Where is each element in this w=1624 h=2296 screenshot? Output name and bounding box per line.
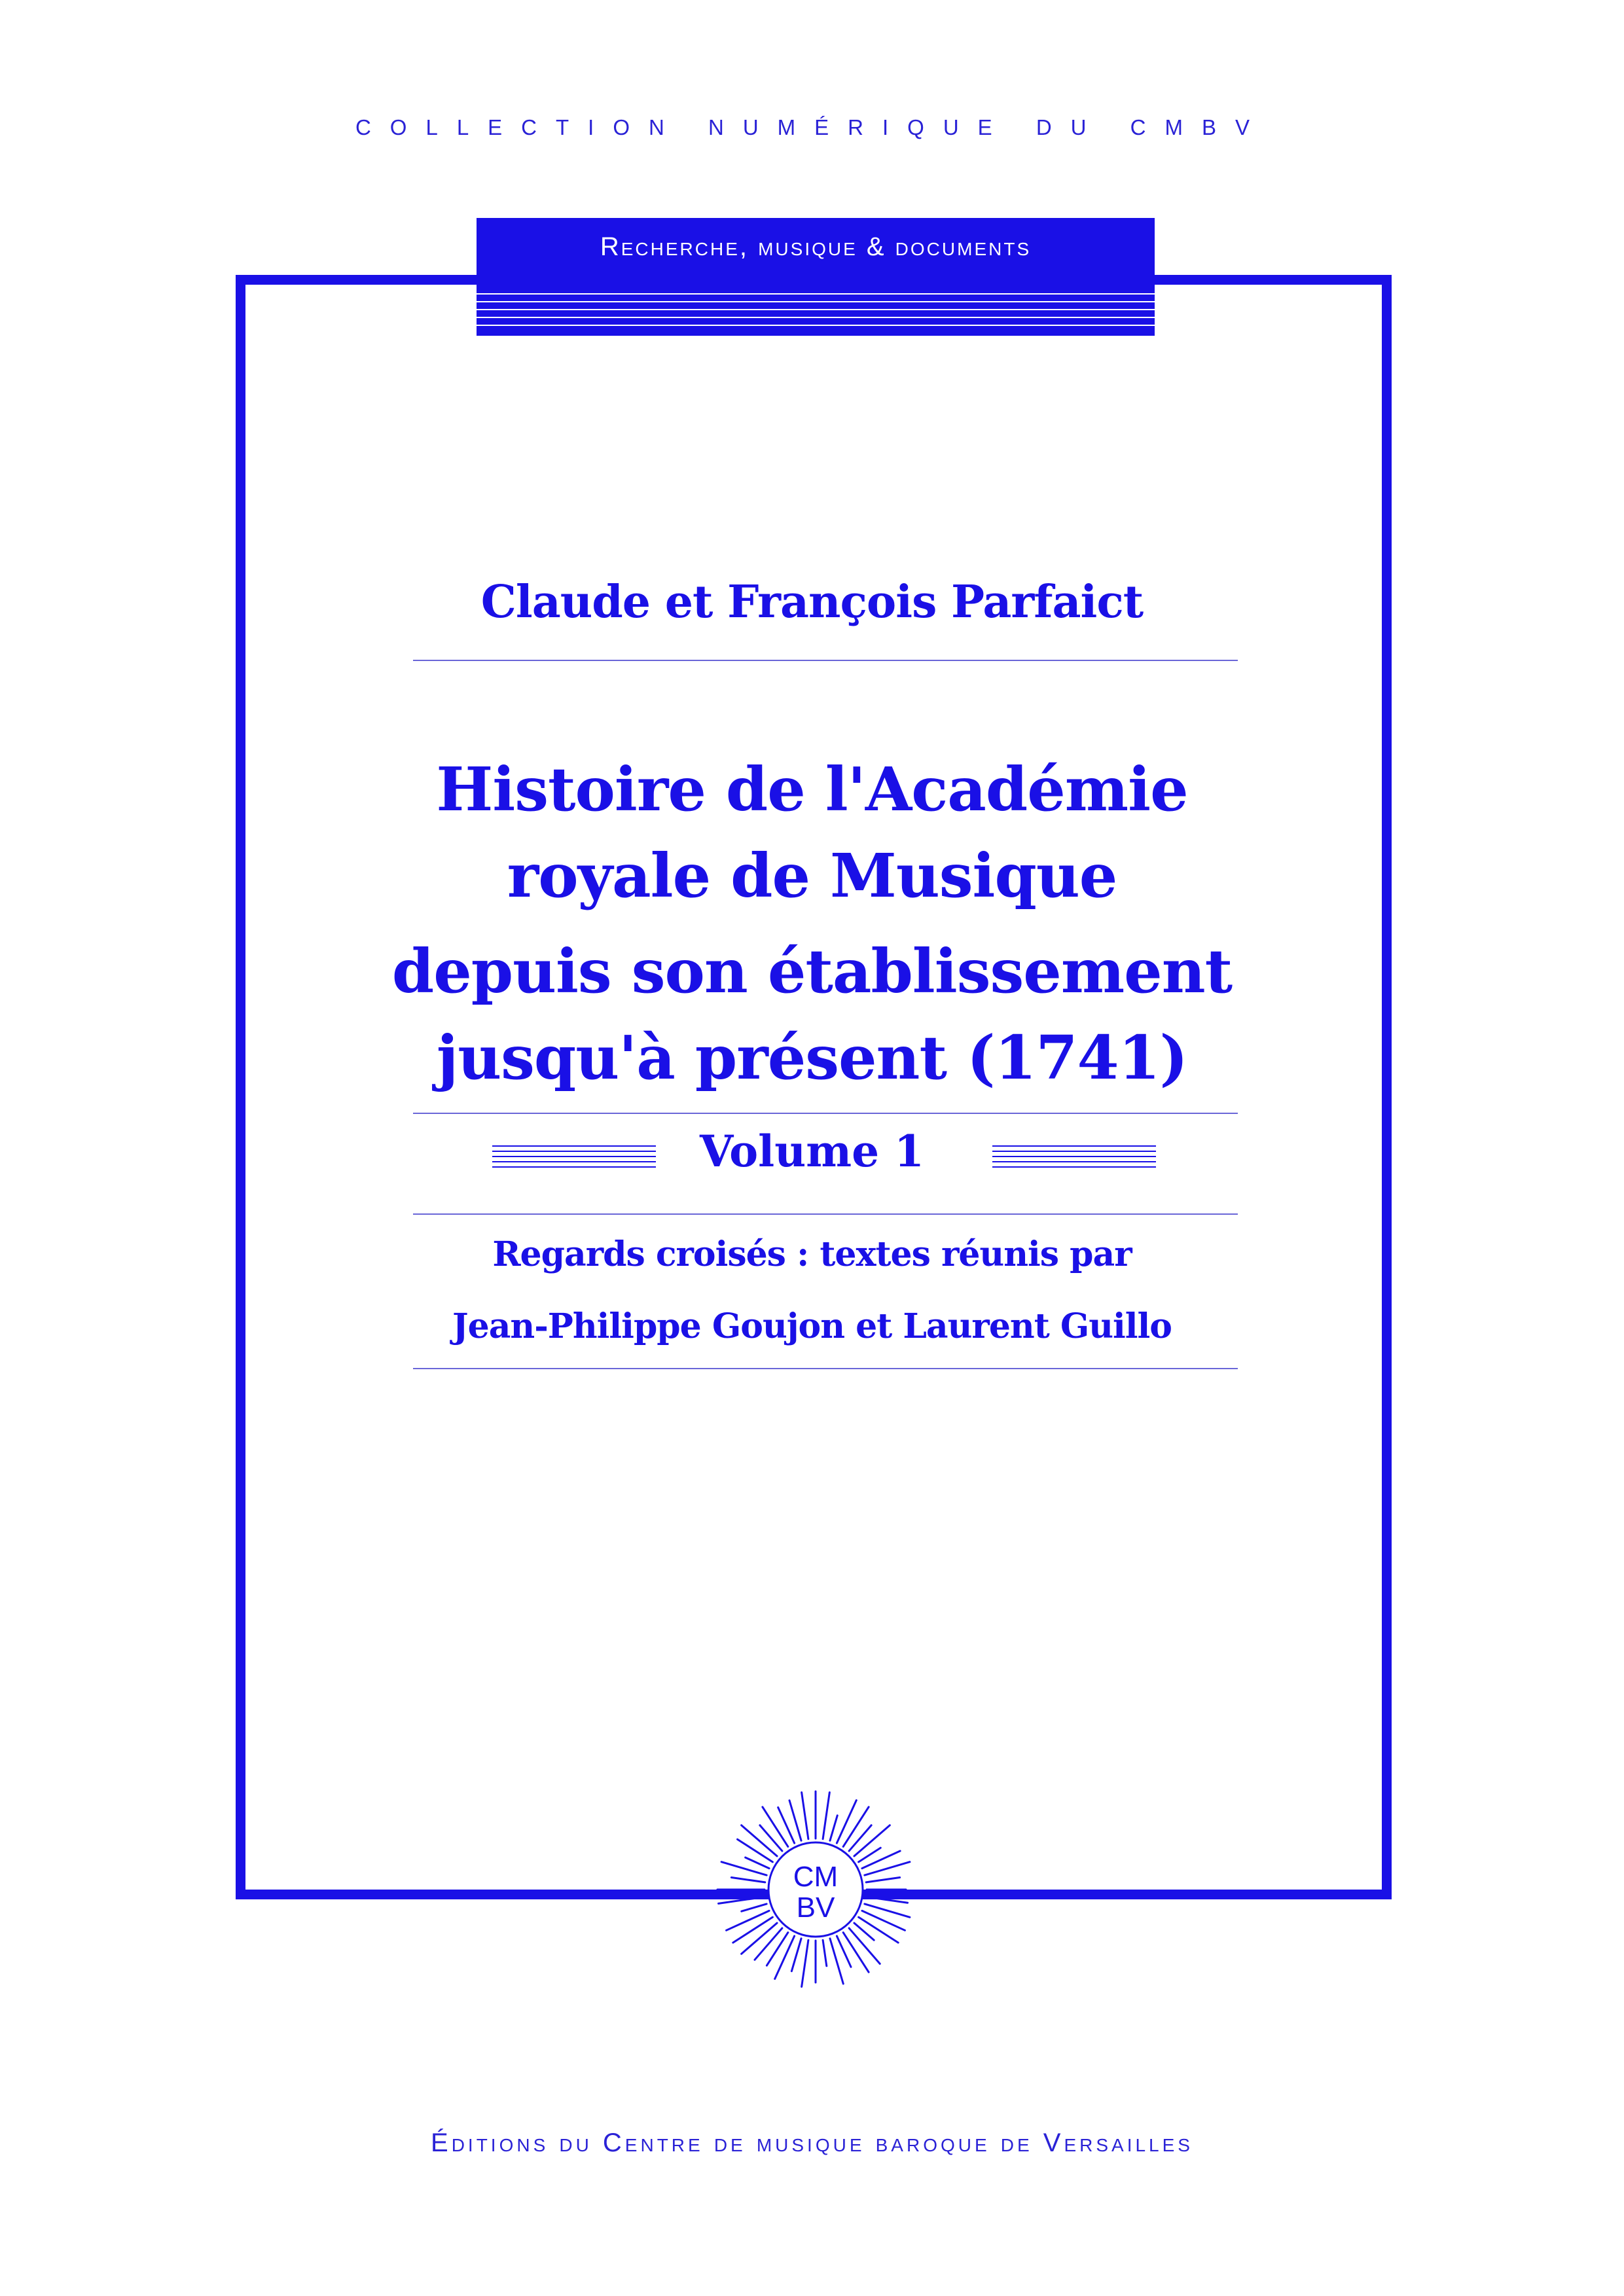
credits-line-1: Regards croisés : textes réunis par	[492, 1234, 1132, 1274]
logo-ray	[866, 1897, 907, 1903]
logo-ray	[843, 1933, 869, 1973]
logo-ray	[802, 1940, 808, 1986]
series-banner	[477, 218, 1155, 336]
logo-ray	[767, 1933, 787, 1965]
rule-below-volume	[413, 1213, 1238, 1215]
logo-ray	[738, 1839, 773, 1862]
editors-credit	[0, 1219, 1624, 1363]
logo-ray	[719, 1897, 765, 1903]
logo-text-bv: BV	[796, 1892, 835, 1924]
title-line-3: depuis son établissement	[391, 936, 1233, 1007]
logo-ray	[791, 1939, 801, 1971]
logo-ray	[755, 1928, 782, 1960]
title-line-1: Histoire de l'Académie	[436, 754, 1188, 825]
logo-ray	[727, 1910, 769, 1930]
logo-ray	[823, 1793, 829, 1839]
title-line-2: royale de Musique	[507, 840, 1117, 911]
logo-ray	[733, 1917, 773, 1943]
logo-ray	[866, 1877, 899, 1882]
publisher-line: Éditions du Centre de musique baroque de Versailles	[431, 2128, 1193, 2157]
logo-ray	[742, 1923, 777, 1954]
series-title: Recherche, musique & documents	[600, 232, 1032, 261]
logo-ray	[859, 1917, 899, 1943]
logo-ray	[830, 1816, 837, 1840]
collection-label: COLLECTION NUMÉRIQUE DU CMBV	[355, 115, 1269, 139]
rule-under-author	[413, 660, 1238, 661]
logo-ray	[843, 1807, 869, 1847]
right-staff-ornament	[992, 1143, 1156, 1170]
logo-ray	[849, 1928, 880, 1964]
logo-ray	[731, 1877, 765, 1882]
logo-ray	[760, 1825, 782, 1851]
logo-ray	[778, 1807, 795, 1843]
logo-ray	[775, 1936, 795, 1979]
credits-line-2: Jean-Philippe Goujon et Laurent Guillo	[452, 1306, 1172, 1346]
logo-ray	[823, 1940, 827, 1966]
banner-staff-lines	[477, 289, 1155, 328]
logo-ray	[854, 1825, 890, 1856]
logo-ray	[742, 1825, 777, 1856]
cmbv-sunburst-logo-icon	[716, 1790, 915, 1989]
rule-below-credits	[413, 1368, 1238, 1369]
rule-above-volume	[413, 1113, 1238, 1114]
book-author: Claude et François Parfaict	[480, 576, 1144, 628]
book-title	[0, 746, 1624, 1101]
logo-ray	[763, 1807, 788, 1847]
volume-label: Volume 1	[700, 1126, 924, 1177]
logo-text-cm: CM	[793, 1861, 839, 1893]
logo-ray	[802, 1793, 808, 1839]
logo-ray	[849, 1825, 871, 1851]
logo-ray	[746, 1857, 769, 1869]
volume-row	[0, 1126, 1624, 1177]
logo-ray	[742, 1904, 767, 1911]
title-line-4: jusqu'à présent (1741)	[436, 1022, 1188, 1093]
logo-ray	[837, 1801, 856, 1843]
